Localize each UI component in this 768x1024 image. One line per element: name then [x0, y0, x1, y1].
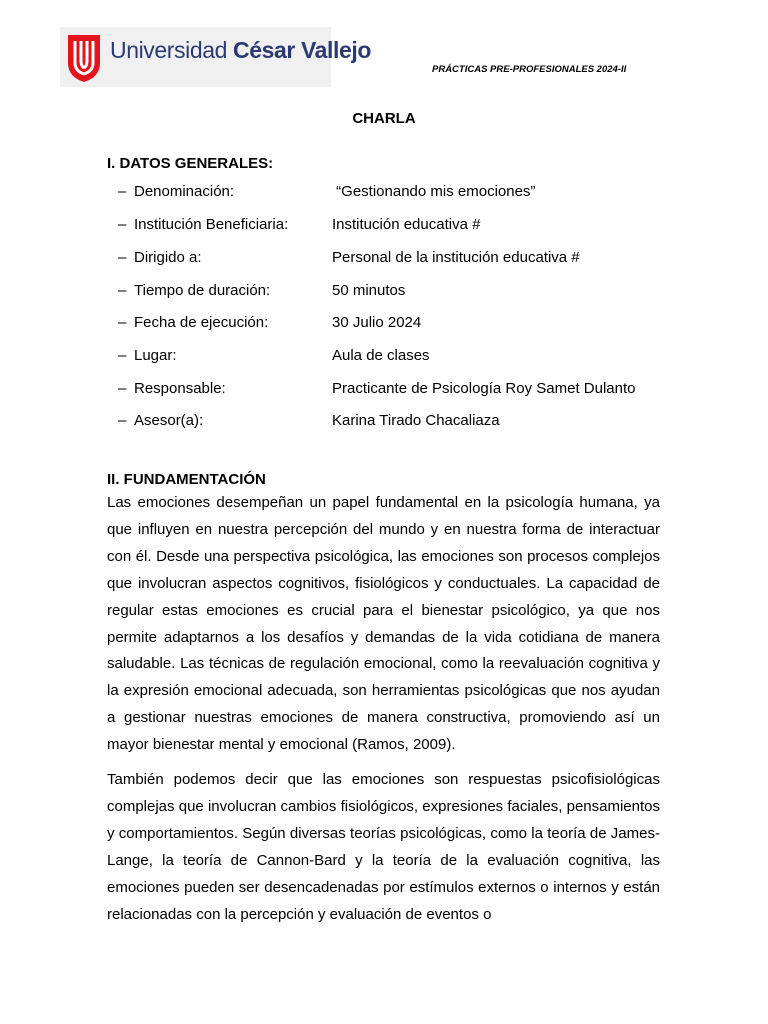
datos-label: Tiempo de duración:	[134, 282, 271, 299]
fundamentacion-paragraph-1: Las emociones desempeñan un papel fundamental en la psicología humana, ya que influyen en nuestra percepción del mundo y en nuestra forma de interactuar con él. Desde una perspectiva psicológica, las emociones son procesos complejos que involucran aspectos cognitivos, fisiológicos y conductuales. La capacidad de regular estas emociones es crucial para el bienestar psicológico, ya que nos permite adaptarnos a los desafíos y demandas de la vida cotidiana de manera saludable. Las técnicas de regulación emocional, como la reevaluación cognitiva y la expresión emocional adecuada, son herramientas psicológicas que nos ayudan a gestionar nuestras emociones de manera constructiva, promoviendo así un mayor bienestar mental y emocional (Ramos, 2009).	[107, 494, 660, 754]
list-dash: –	[118, 216, 127, 233]
list-dash: –	[118, 249, 127, 266]
section-heading-datos-generales: I. DATOS GENERALES:	[107, 155, 274, 172]
list-dash: –	[118, 347, 127, 364]
datos-value: “Gestionando mis emociones”	[332, 183, 536, 200]
logo-text-bold: César Vallejo	[233, 37, 372, 63]
list-dash: –	[118, 183, 127, 200]
datos-label: Fecha de ejecución:	[134, 314, 269, 331]
logo-text	[110, 37, 371, 64]
datos-value: Karina Tirado Chacaliaza	[332, 412, 500, 429]
datos-value: 30 Julio 2024	[332, 314, 422, 331]
datos-label: Asesor(a):	[134, 412, 204, 429]
logo-text-regular: Universidad	[110, 37, 234, 63]
datos-label: Lugar:	[134, 347, 177, 364]
university-logo	[60, 27, 372, 87]
datos-label: Dirigido a:	[134, 249, 202, 266]
list-dash: –	[118, 412, 127, 429]
fundamentacion-paragraph-2: También podemos decir que las emociones son respuestas psicofisiológicas complejas que involucran cambios fisiológicos, expresiones faciales, pensamientos y comportamientos. Según diversas teorías psicológicas, como la teoría de James-Lange, la teoría de Cannon-Bard y la teoría de la evaluación cognitiva, las emociones pueden ser desencadenadas por estímulos externos o internos y están relacionadas con la percepción y evaluación de eventos o	[107, 771, 660, 923]
datos-value: Practicante de Psicología Roy Samet Dulanto	[332, 380, 636, 397]
datos-value: Aula de clases	[332, 347, 430, 364]
datos-value: Institución educativa #	[332, 216, 481, 233]
datos-label: Responsable:	[134, 380, 226, 397]
datos-value: Personal de la institución educativa #	[332, 249, 580, 266]
header-practicas-label: PRÁCTICAS PRE-PROFESIONALES 2024-II	[432, 64, 627, 75]
datos-label: Institución Beneficiaria:	[134, 216, 289, 233]
document-title: CHARLA	[352, 110, 416, 127]
datos-value: 50 minutos	[332, 282, 406, 299]
ucv-logo-icon	[66, 33, 102, 83]
list-dash: –	[118, 380, 127, 397]
datos-label: Denominación:	[134, 183, 235, 200]
section-heading-fundamentacion: II. FUNDAMENTACIÓN	[107, 471, 266, 488]
list-dash: –	[118, 282, 127, 299]
list-dash: –	[118, 314, 127, 331]
